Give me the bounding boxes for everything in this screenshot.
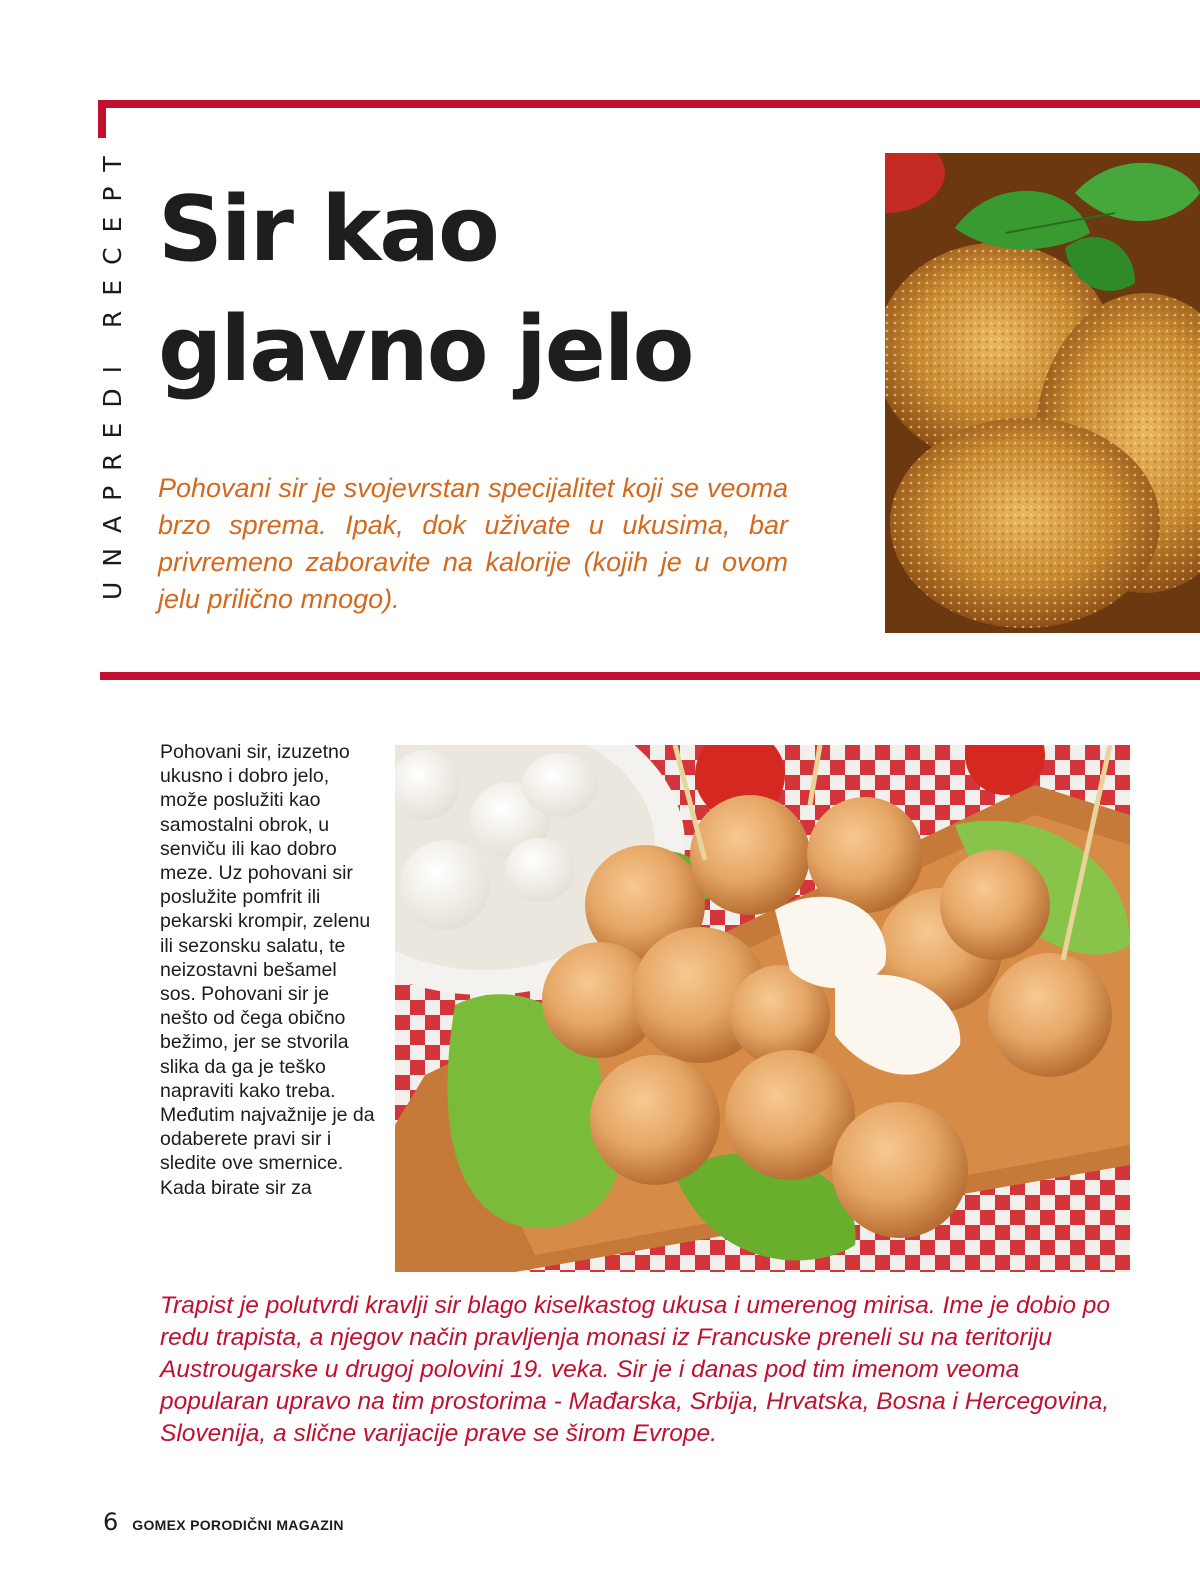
top-rule [98,100,1200,108]
page-footer [103,1508,344,1536]
middle-rule [100,672,1200,680]
cheese-balls-photo [395,745,1130,1272]
article-title [158,170,858,410]
magazine-name: GOMEX PORODIČNI MAGAZIN [132,1517,344,1533]
body-paragraph: Pohovani sir, izuzetno ukusno i dobro jelo, može poslužiti kao samostalni obrok, u senviču ili kao dobro meze. Uz pohovani sir poslužite pomfrit ili pekarski krompir, zelenu ili sezonsku salatu, te neizostavni bešamel sos. Pohovani sir je nešto od čega obično bežimo, jer se stvorila slika da ga je teško napraviti kako treba. Međutim najvažnije je da odaberete pravi sir i sledite ove smernice. Kada birate sir za [160,741,375,1199]
lead-paragraph: Pohovani sir je svojevrstan specijalitet koji se veoma brzo sprema. Ipak, dok uživate u ukusima, bar privremeno zaboravite na kalorije (kojih je u ovom jelu prilično mnogo). [158,473,788,614]
page-number: 6 [103,1508,119,1536]
section-label: UNAPREDI RECEPT [98,141,127,600]
top-rule-hook [98,100,106,138]
fried-cheese-closeup-photo [885,153,1200,633]
title-line-1: Sir kao [158,177,498,282]
title-line-2: glavno jelo [158,297,693,402]
trapist-note: Trapist je polutvrdi kravlji sir blago kiselkastog ukusa i umerenog mirisa. Ime je dobio po redu trapista, a njegov način pravljenja monasi iz Francuske preneli su na teritoriju Austrougarske u drugoj polovini 19. veka. Sir je i danas pod tim imenom veoma popularan upravo na tim prostorima - Mađarska, Srbija, Hrvatska, Bosna i Hercegovina, Slovenija, a slične varijacije prave se širom Evrope. [160,1292,1111,1447]
